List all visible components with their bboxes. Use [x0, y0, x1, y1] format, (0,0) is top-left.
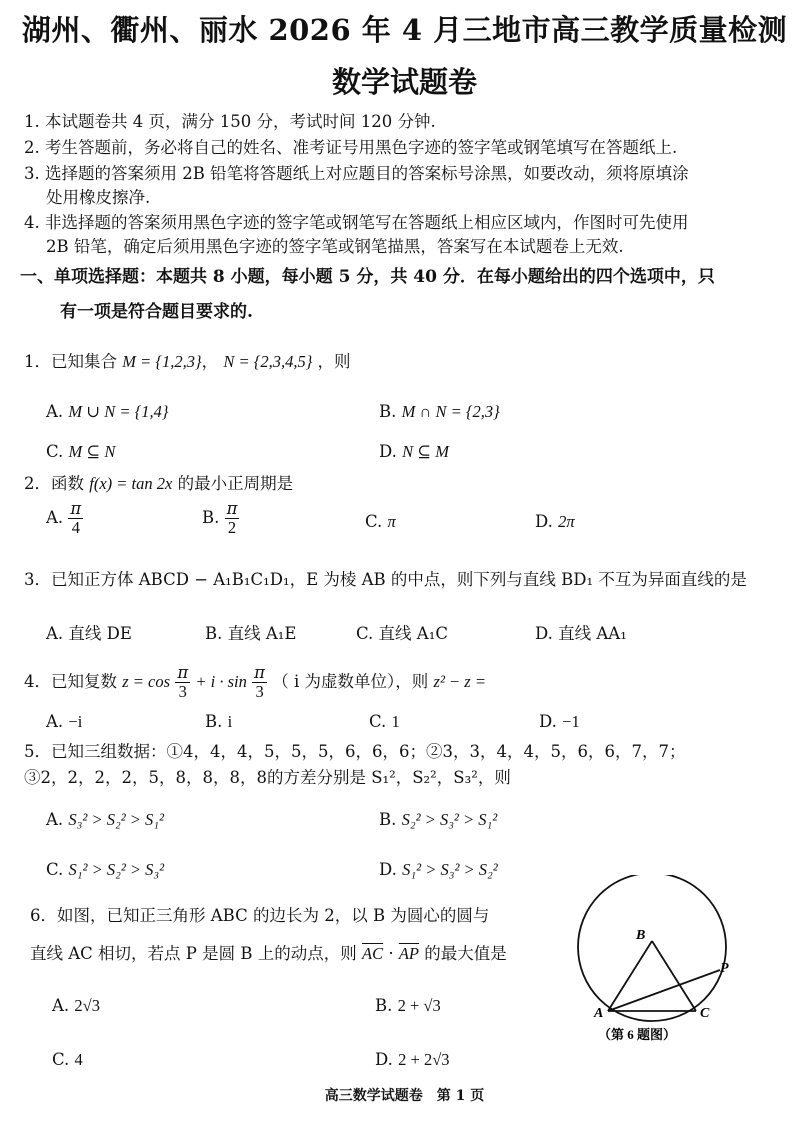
instruction-2: 2. 考生答题前，务必将自己的姓名、准考证号用黑色字迹的签字笔或钢笔填写在答题纸上. [24, 138, 678, 157]
q4-plus-sin: + i · sin [195, 672, 247, 692]
instruction-3-cont: 处用橡皮擦净. [46, 188, 151, 207]
q4-a-label: A. [46, 712, 64, 731]
q4-option-b [205, 712, 232, 732]
q6-d-label: D. [375, 1050, 393, 1069]
q1-option-d [379, 442, 449, 462]
q6-line2-post: 的最大值是 [424, 944, 507, 963]
q4-b-text: i [227, 712, 233, 731]
q1-c-label: C. [46, 442, 64, 461]
q5-c-label: C. [46, 860, 64, 879]
q6-side-ab [608, 941, 652, 1011]
question-6-line-1: 6．如图，已知正三角形 ABC 的边长为 2，以 B 为圆心的圆与 [30, 906, 490, 925]
q5-option-d [379, 860, 498, 880]
q6-label-a: A [594, 1006, 604, 1021]
q1-set-m: M = {1,2,3} [122, 352, 202, 371]
q2-func: f(x) = tan 2x [89, 474, 173, 493]
q2-c-label: C. [365, 512, 383, 531]
q4-frac-2 [252, 664, 267, 701]
q6-c-label: C. [52, 1050, 70, 1069]
q2-b-den: 2 [227, 518, 237, 538]
q4-option-c [369, 712, 400, 732]
q2-a-num: π [70, 499, 82, 518]
q3-option-b [205, 620, 296, 644]
question-3-stem: 3．已知正方体 ABCD − A₁B₁C₁D₁，E 为棱 AB 的中点，则下列与直线 BD₁ 不互为异面直线的是 [24, 570, 747, 589]
q6-option-b [375, 996, 441, 1016]
q4-three-1: 3 [178, 682, 187, 702]
q4-a-text: −i [68, 712, 83, 731]
q6-circle-b [578, 875, 726, 1021]
q1-set-n: N = {2,3,4,5} [223, 352, 313, 371]
q5-a-label: A. [46, 810, 64, 829]
q1-d-text: N ⊆ M [402, 442, 449, 461]
q1-b-label: B. [379, 402, 397, 421]
q4-c-text: 1 [391, 712, 400, 731]
q4-frac-1 [175, 664, 190, 701]
question-2-stem [24, 470, 293, 494]
question-6-line-2 [30, 940, 507, 964]
q5-option-b [379, 810, 497, 830]
q6-b-label: B. [375, 996, 393, 1015]
q6-vec-ap: $\overline{AP}$ [398, 944, 420, 963]
instruction-4: 4. 非选择题的答案须用黑色字迹的签字笔或钢笔写在答题纸上相应区域内，作图时可先使用 [24, 213, 689, 232]
q5-option-c [46, 860, 164, 880]
q3-c-text: 直线 A₁C [378, 624, 448, 643]
q6-segment-ap [608, 970, 720, 1011]
q1-a-text: M ∪ N = {1,4} [68, 402, 169, 421]
q4-z-eq: z = cos [122, 672, 171, 692]
q6-line2-pre: 直线 AC 相切，若点 P 是圆 B 上的动点，则 [30, 944, 357, 963]
paper-title: 湖州、衢州、丽水 2026 年 4 月三地市高三教学质量检测 [21, 13, 788, 47]
question-5-line-1: 5．已知三组数据：①4，4，4，5，5，5，6，6，6；②3，3，4，4，5，6，6，7，7； [24, 742, 686, 761]
q4-d-text: −1 [562, 712, 580, 731]
q2-option-d [535, 512, 575, 532]
q5-b-label: B. [379, 810, 397, 829]
q2-b-fraction [225, 500, 240, 537]
q3-d-label: D. [535, 624, 553, 643]
q2-option-c [365, 512, 396, 532]
q1-stem-post: ，则 [317, 352, 351, 371]
q2-stem-post: 的最小正周期是 [177, 474, 294, 493]
q3-a-text: 直线 DE [68, 624, 132, 643]
q2-option-a [46, 500, 83, 537]
q5-option-a [46, 810, 164, 830]
q2-option-b [202, 500, 239, 537]
q3-option-d [535, 620, 627, 644]
q1-a-label: A. [46, 402, 64, 421]
q1-c-text: M ⊆ N [68, 442, 116, 461]
q4-stem-mid: （ i 为虚数单位），则 [272, 672, 429, 692]
q6-label-b: B [636, 928, 646, 943]
q6-label-p: P [720, 961, 729, 976]
q3-option-a [46, 620, 132, 644]
section-1-heading: 一、单项选择题：本题共 8 小题，每小题 5 分，共 40 分．在每小题给出的四个选项中，只 [20, 267, 715, 287]
q6-label-c: C [700, 1006, 710, 1021]
q6-option-c [52, 1050, 83, 1070]
q6-side-bc [652, 941, 696, 1011]
q5-c-text: S₁² > S₂² > S₃² [68, 860, 165, 879]
q6-a-label: A. [52, 996, 70, 1015]
instruction-3: 3. 选择题的答案须用 2B 铅笔将答题纸上对应题目的答案标号涂黑，如要改动，须将原填涂 [24, 164, 689, 183]
q4-expr: z² − z = [433, 672, 486, 692]
q2-b-label: B. [202, 508, 220, 528]
q1-d-label: D. [379, 442, 397, 461]
q6-a-text: 2√3 [74, 996, 100, 1015]
question-5-line-2: ③2，2，2，2，5，8，8，8，8的方差分别是 S₁²，S₂²，S₃²，则 [24, 768, 511, 787]
q4-b-label: B. [205, 712, 223, 731]
instruction-4-cont: 2B 铅笔，确定后须用黑色字迹的签字笔或钢笔描黑，答案写在本试题卷上无效. [46, 237, 624, 256]
section-1-heading-cont: 有一项是符合题目要求的. [60, 302, 253, 322]
q5-a-text: S₃² > S₂² > S₁² [68, 810, 164, 829]
q6-d-text: 2 + 2√3 [398, 1050, 450, 1069]
q5-d-label: D. [379, 860, 397, 879]
q4-option-d [539, 712, 580, 732]
q1-option-c [46, 442, 115, 462]
q2-a-label: A. [46, 508, 64, 528]
q1-b-text: M ∩ N = {2,3} [401, 402, 500, 421]
question-1-stem: 1．已知集合 M = {1,2,3}， N = {2,3,4,5} ，则 [24, 352, 351, 371]
q2-stem-pre: 2．函数 [24, 474, 84, 493]
q4-option-a [46, 712, 82, 732]
q4-c-label: C. [369, 712, 387, 731]
instruction-1: 1. 本试题卷共 4 页，满分 150 分，考试时间 120 分钟. [24, 112, 436, 131]
q6-figure [570, 875, 770, 1050]
q4-three-2: 3 [255, 682, 264, 702]
question-4-stem [24, 664, 486, 701]
q6-option-d [375, 1050, 450, 1070]
q1-stem-pre: 1．已知集合 [24, 352, 117, 371]
q3-option-c [356, 620, 448, 644]
q6-vec-ac: $\overline{AC}$ [362, 944, 384, 963]
q4-pi-2: π [254, 663, 266, 682]
q2-c-text: π [387, 512, 396, 531]
q4-pi-1: π [177, 663, 189, 682]
q2-b-num: π [226, 499, 238, 518]
q6-option-a [52, 996, 100, 1016]
q1-option-a [46, 402, 168, 422]
q6-b-text: 2 + √3 [397, 996, 441, 1015]
q2-d-text: 2π [558, 512, 575, 531]
q3-a-label: A. [46, 624, 64, 643]
q3-b-text: 直线 A₁E [227, 624, 297, 643]
q1-option-b [379, 402, 500, 422]
page-footer: 高三数学试题卷 第 1 页 [324, 1088, 485, 1104]
q3-c-label: C. [356, 624, 374, 643]
q4-d-label: D. [539, 712, 557, 731]
q2-d-label: D. [535, 512, 553, 531]
q5-b-text: S₂² > S₃² > S₁² [401, 810, 498, 829]
q3-d-text: 直线 AA₁ [558, 624, 627, 643]
q6-dot: · [388, 944, 394, 963]
q5-d-text: S₁² > S₃² > S₂² [402, 860, 498, 879]
q3-b-label: B. [205, 624, 223, 643]
q6-c-text: 4 [74, 1050, 83, 1069]
q4-stem-pre: 4．已知复数 [24, 672, 117, 692]
paper-subtitle: 数学试题卷 [331, 65, 477, 99]
q6-caption: （第 6 题图） [598, 1027, 677, 1042]
q2-a-den: 4 [71, 518, 80, 538]
q2-a-fraction [68, 500, 83, 537]
